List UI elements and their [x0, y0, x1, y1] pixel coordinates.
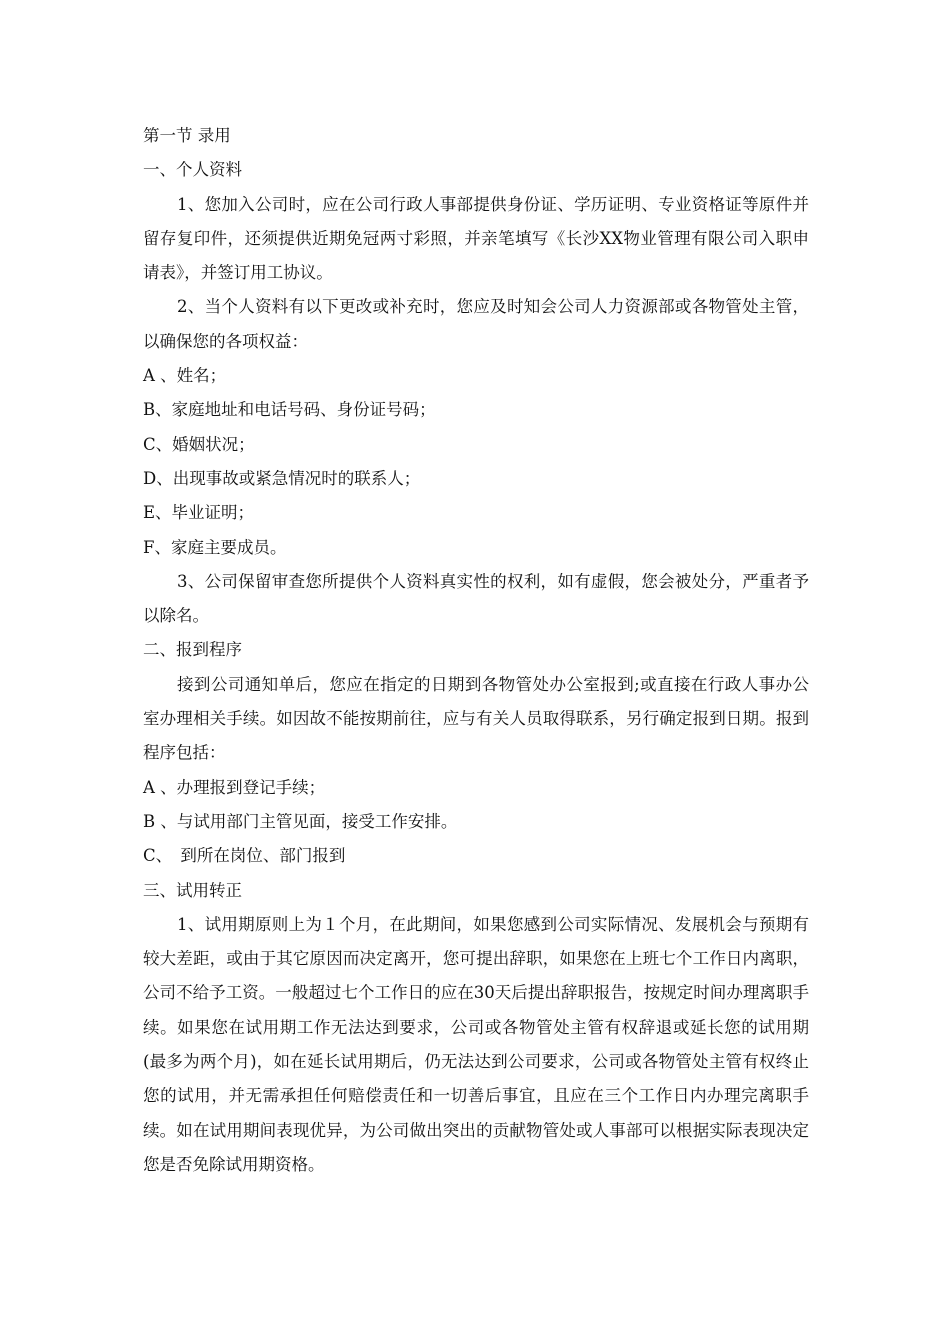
list-item: C、婚姻状况； — [143, 434, 255, 454]
document-body — [143, 119, 809, 1182]
list-item: E、毕业证明； — [143, 503, 255, 523]
paragraph: 2、当个人资料有以下更改或补充时，您应及时知会公司人力资源部或各物管处主管，以确保您的各项权益： — [143, 297, 809, 351]
paragraph: 1、试用期原则上为１个月，在此期间，如果您感到公司实际情况、发展机会与预期有较大差距，或由于其它原因而决定离开，您可提出辞职，如果您在上班七个工作日内离职，公司不给予工资。一般超过七个工作日的应在30天后提出辞职报告，按规定时间办理离职手续。如果您在试用期工作无法达到要求，公司或各物管处主管有权辞退或延长您的试用期(最多为两个月)，如在延长试用期后，仍无法达到公司要求，公司或各物管处主管有权终止您的试用，并无需承担任何赔偿责任和一切善后事宜，且应在三个工作日内办理完离职手续。如在试用期间表现优异，为公司做出突出的贡献物管处或人事部可以根据实际表现决定您是否免除试用期资格。 — [143, 914, 809, 1174]
section-title: 第一节 录用 — [143, 126, 231, 145]
paragraph: 1、您加入公司时，应在公司行政人事部提供身份证、学历证明、专业资格证等原件并留存复印件，还须提供近期免冠两寸彩照，并亲笔填写《长沙XX物业管理有限公司入职申请表》，并签订用工协议。 — [143, 194, 809, 283]
list-item: B、家庭地址和电话号码、身份证号码； — [143, 400, 436, 420]
paragraph: 3、公司保留审查您所提供个人资料真实性的权利，如有虚假，您会被处分，严重者予以除名。 — [143, 571, 809, 626]
heading-report-procedure: 二、报到程序 — [143, 640, 242, 660]
heading-probation: 三、试用转正 — [143, 880, 242, 900]
list-item: A 、办理报到登记手续； — [143, 777, 326, 797]
list-item: D、出现事故或紧急情况时的联系人； — [143, 468, 421, 488]
list-item: C、 到所在岗位、部门报到 — [143, 846, 346, 866]
list-item: A 、姓名； — [143, 366, 227, 386]
list-item: F、家庭主要成员。 — [143, 537, 287, 557]
heading-personal-info: 一、个人资料 — [143, 160, 242, 180]
list-item: B 、与试用部门主管见面，接受工作安排。 — [143, 811, 458, 831]
paragraph: 接到公司通知单后，您应在指定的日期到各物管处办公室报到;或直接在行政人事办公室办理相关手续。如因故不能按期前往，应与有关人员取得联系，另行确定报到日期。报到程序包括： — [143, 674, 809, 763]
